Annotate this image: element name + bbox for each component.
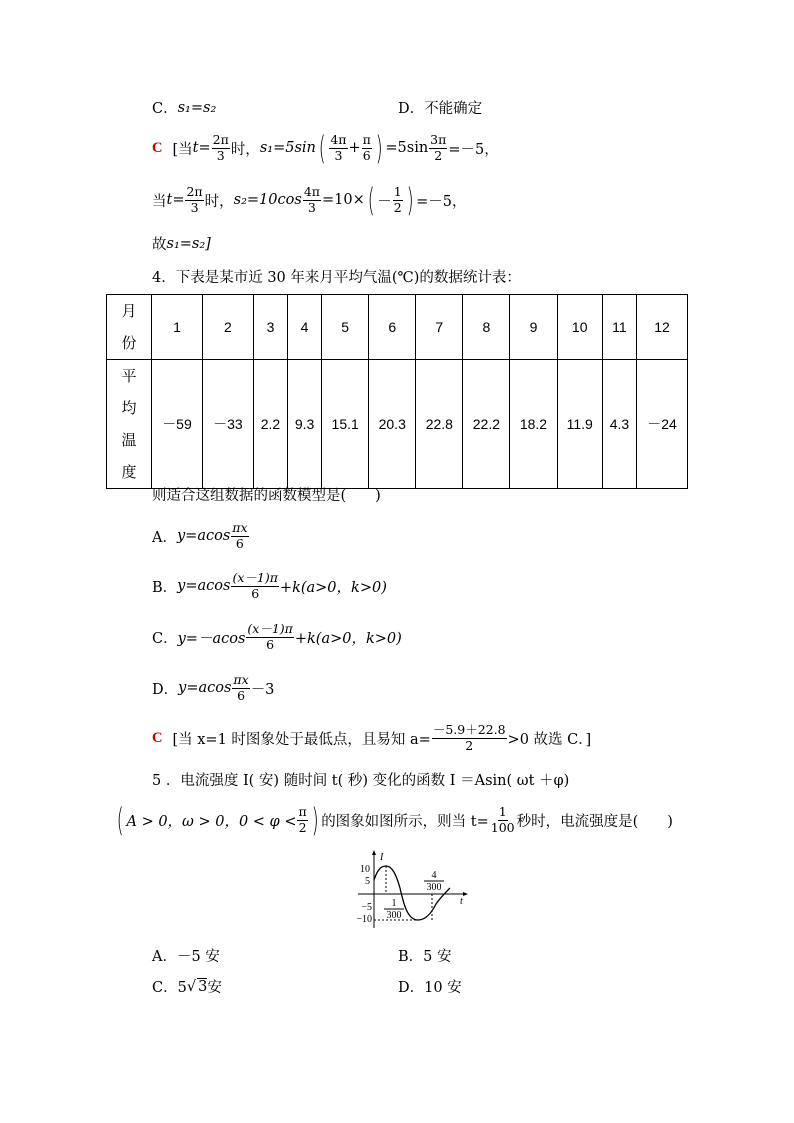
numerator: 2π xyxy=(212,132,229,148)
temp-cell: 22.8 xyxy=(416,360,463,489)
text: =10× xyxy=(321,192,365,208)
tick-x1-num: 1 xyxy=(391,898,397,909)
header-char: 月 xyxy=(121,302,137,320)
text: t= xyxy=(192,140,211,156)
text: A > 0，ω > 0，0 < φ < xyxy=(126,813,297,830)
denominator: 3 xyxy=(307,199,316,215)
temp-cell: －59 xyxy=(152,360,203,489)
q4-option-a xyxy=(152,516,250,556)
text: s₁=s₂] xyxy=(166,235,211,252)
text: － xyxy=(377,193,392,210)
q3-answer-close xyxy=(152,233,211,254)
temp-cell: 2.2 xyxy=(253,360,287,489)
q5-option-c xyxy=(152,976,222,997)
option-label: C． xyxy=(152,101,178,117)
q5-option-b: B．5 安 xyxy=(398,949,452,965)
x-label: t xyxy=(460,896,463,907)
text: 安 xyxy=(207,980,222,996)
text: y=acos xyxy=(176,528,231,544)
month-cell: 1 xyxy=(152,295,203,360)
left-paren: ( xyxy=(367,181,375,219)
text: s₁=5sin xyxy=(259,140,316,156)
numerator: 1 xyxy=(498,804,507,820)
denominator: 6 xyxy=(235,535,244,551)
fraction xyxy=(429,133,447,163)
denominator: 100 xyxy=(490,819,515,835)
left-paren: ( xyxy=(116,801,124,839)
q3-option-c xyxy=(152,97,216,118)
q5-stem: 5 ．电流强度 I( 安) 随时间 t( 秒) 变化的函数 I ＝Asin( ωt ＋φ) xyxy=(152,773,570,789)
month-cell: 12 xyxy=(636,295,687,360)
month-cell: 11 xyxy=(602,295,636,360)
current-graph xyxy=(352,848,476,932)
text: =5sin xyxy=(385,140,429,156)
temp-cell: 11.9 xyxy=(557,360,602,489)
denominator: 6 xyxy=(251,585,260,601)
header-char: 均 xyxy=(121,399,137,417)
month-cell: 8 xyxy=(463,295,510,360)
temp-cell: 15.1 xyxy=(322,360,369,489)
text: －3 xyxy=(250,681,275,698)
text: y=acos xyxy=(177,578,231,594)
tick-ym5: −5 xyxy=(361,902,372,913)
q5-option-a: A．－5 安 xyxy=(152,949,220,965)
y-axis-arrow xyxy=(372,850,376,855)
text: y=acos xyxy=(178,680,232,696)
answer-letter: C xyxy=(152,139,163,156)
numerator: 3π xyxy=(430,132,447,148)
q3-answer-line1 xyxy=(152,128,499,168)
fraction xyxy=(185,185,203,215)
q3-answer-line2 xyxy=(152,180,467,220)
tick-x1-den: 300 xyxy=(386,910,402,921)
month-cell: 2 xyxy=(202,295,253,360)
numerator: 4π xyxy=(330,132,347,148)
denominator: 2 xyxy=(434,147,443,163)
y-label: I xyxy=(380,852,384,863)
header-month xyxy=(107,295,152,360)
text: [当 xyxy=(172,141,193,158)
fraction xyxy=(362,133,372,163)
month-cell: 10 xyxy=(557,295,602,360)
q4-option-d xyxy=(152,668,274,708)
text: =－5， xyxy=(448,141,499,158)
right-paren: ) xyxy=(311,801,319,839)
denominator: 3 xyxy=(190,199,199,215)
text: 时， xyxy=(204,193,234,210)
temp-cell: 4.3 xyxy=(602,360,636,489)
fraction xyxy=(393,185,403,215)
tick-ym10: −10 xyxy=(356,914,372,925)
fraction xyxy=(232,673,249,703)
text: 故 xyxy=(152,237,167,253)
fraction xyxy=(231,521,248,551)
q4-stem: 4．下表是某市近 30 年来月平均气温(℃)的数据统计表： xyxy=(152,270,521,286)
sqrt-sign: √ xyxy=(186,978,197,995)
numerator: (x－1)π xyxy=(232,570,278,586)
fraction xyxy=(212,133,230,163)
text: 时， xyxy=(230,141,260,158)
tick-x4-num: 4 xyxy=(431,870,437,881)
numerator: πx xyxy=(232,520,248,536)
option-math: s₁=s₂ xyxy=(177,99,217,116)
header-char: 份 xyxy=(121,334,137,352)
temp-cell: 20.3 xyxy=(369,360,416,489)
header-char: 度 xyxy=(121,463,137,481)
numerator: 2π xyxy=(186,184,203,200)
header-char: 温 xyxy=(121,431,137,449)
denominator: 6 xyxy=(362,147,371,163)
temp-cell: 22.2 xyxy=(463,360,510,489)
denominator: 3 xyxy=(334,147,343,163)
month-cell: 7 xyxy=(416,295,463,360)
option-label: D． xyxy=(152,681,179,698)
denominator: 2 xyxy=(465,737,474,753)
text: y=－acos xyxy=(177,630,246,647)
fraction xyxy=(329,133,347,163)
q4-option-c xyxy=(152,617,402,657)
text: =－5， xyxy=(416,193,467,210)
right-paren: ) xyxy=(375,129,383,167)
temp-cell: 9.3 xyxy=(288,360,322,489)
table-row-temps xyxy=(107,360,688,489)
header-char: 平 xyxy=(121,367,137,385)
text: s₂=10cos xyxy=(233,192,302,208)
text: [当 x=1 时图象处于最低点，且易知 a= xyxy=(172,731,431,748)
q4-option-b xyxy=(152,566,387,606)
q5-condition xyxy=(114,800,673,840)
text: >0 故选 C．] xyxy=(507,731,592,748)
option-label: A． xyxy=(152,529,177,546)
numerator: (x－1)π xyxy=(247,621,293,637)
sine-curve xyxy=(374,866,450,920)
tick-x4-den: 300 xyxy=(426,882,442,893)
text: C．5 xyxy=(152,980,187,996)
tick-y10: 10 xyxy=(360,864,370,875)
month-cell: 5 xyxy=(322,295,369,360)
q3-option-d: D．不能确定 xyxy=(398,101,483,117)
fraction xyxy=(297,805,307,835)
text: +k(a>0，k>0) xyxy=(294,630,402,647)
text: t= xyxy=(166,192,185,208)
fraction xyxy=(432,723,507,753)
right-paren: ) xyxy=(406,181,414,219)
month-cell: 4 xyxy=(288,295,322,360)
temp-cell: 18.2 xyxy=(510,360,557,489)
tick-y5: 5 xyxy=(365,876,370,887)
q4-question: 则适合这组数据的函数模型是( ) xyxy=(152,488,381,504)
text: 秒时，电流强度是( ) xyxy=(516,813,673,830)
answer-letter: C xyxy=(152,729,163,746)
header-temp xyxy=(107,360,152,489)
temp-cell: －24 xyxy=(636,360,687,489)
q4-answer xyxy=(152,718,591,758)
table-row-months xyxy=(107,295,688,360)
month-cell: 9 xyxy=(510,295,557,360)
denominator: 6 xyxy=(237,687,246,703)
q5-option-d: D．10 安 xyxy=(398,980,462,996)
text: 的图象如图所示，则当 t= xyxy=(321,813,489,830)
x-axis-arrow xyxy=(463,892,468,896)
denominator: 6 xyxy=(266,636,275,652)
left-paren: ( xyxy=(318,129,326,167)
denominator: 2 xyxy=(298,819,307,835)
numerator: π xyxy=(362,132,371,148)
denominator: 3 xyxy=(216,147,225,163)
denominator: 2 xyxy=(393,199,402,215)
numerator: 4π xyxy=(303,184,320,200)
temperature-table xyxy=(106,294,688,489)
month-cell: 3 xyxy=(253,295,287,360)
text: + xyxy=(348,140,361,156)
text: 当 xyxy=(152,193,167,210)
month-cell: 6 xyxy=(369,295,416,360)
numerator: 1 xyxy=(393,184,402,200)
text: +k(a>0，k>0) xyxy=(279,579,387,596)
fraction xyxy=(490,805,516,835)
radicand: 3 xyxy=(198,979,208,995)
numerator: πx xyxy=(233,672,249,688)
fraction xyxy=(231,571,278,601)
temp-cell: －33 xyxy=(202,360,253,489)
fraction xyxy=(246,622,293,652)
numerator: －5.9＋22.8 xyxy=(432,722,506,738)
option-label: B． xyxy=(152,579,178,596)
numerator: π xyxy=(298,804,307,820)
fraction xyxy=(303,185,321,215)
option-label: C． xyxy=(152,630,178,647)
